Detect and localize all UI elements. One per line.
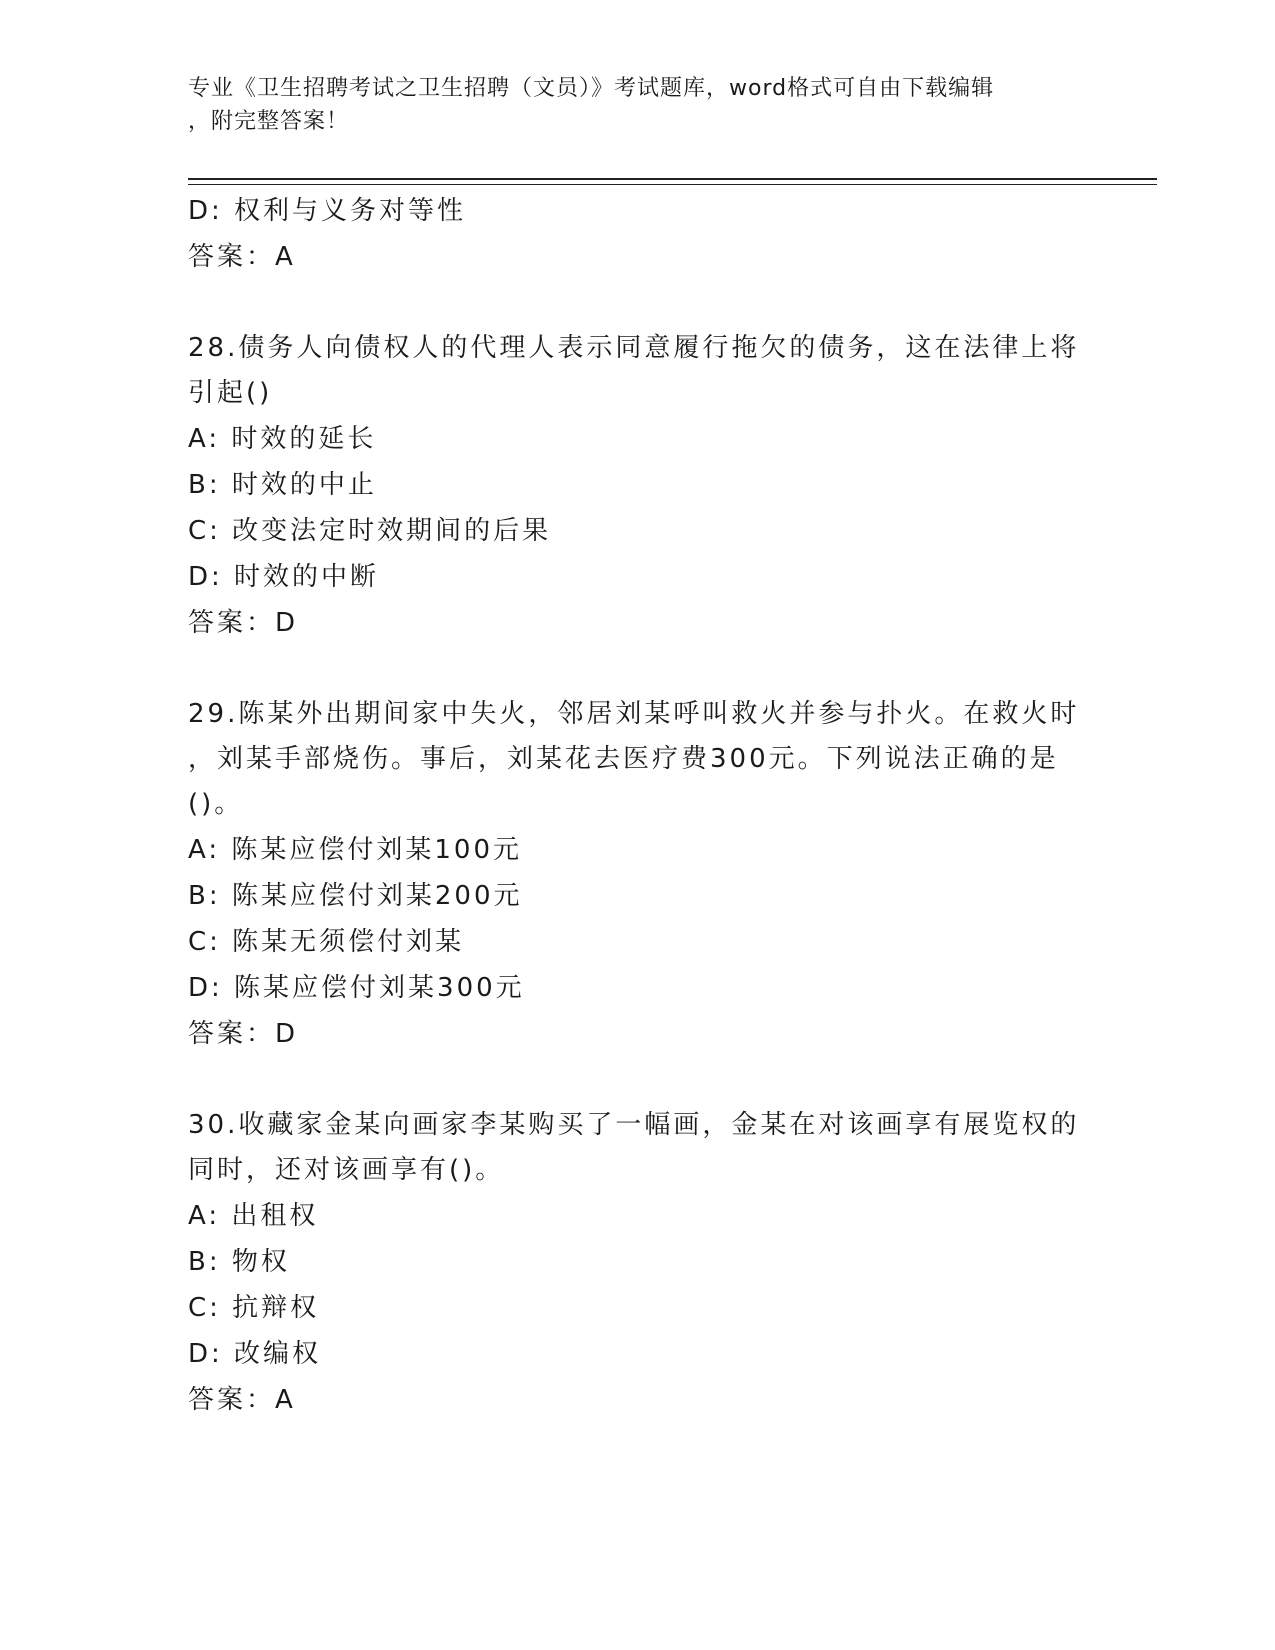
question-text-line: ()。 bbox=[188, 789, 244, 819]
header-title-line-1: 专业《卫生招聘考试之卫生招聘（文员）》考试题库，word格式可自由下载编辑 bbox=[188, 76, 995, 101]
option-d: D: 改编权 bbox=[188, 1339, 322, 1369]
question-text-line: ，刘某手部烧伤。事后，刘某花去医疗费300元。下列说法正确的是 bbox=[188, 744, 1059, 774]
option-c: C: 抗辩权 bbox=[188, 1293, 320, 1323]
header-rule-thin bbox=[188, 184, 1157, 185]
question-text bbox=[188, 326, 1088, 416]
question-text-line: 30.收藏家金某向画家李某购买了一幅画，金某在对该画享有展览权的 bbox=[188, 1110, 1080, 1140]
option-a: A: 陈某应偿付刘某100元 bbox=[188, 835, 522, 865]
option-a: A: 出租权 bbox=[188, 1201, 319, 1231]
question-text-line: 29.陈某外出期间家中失火，邻居刘某呼叫救火并参与扑火。在救火时 bbox=[188, 699, 1080, 729]
spacer bbox=[188, 646, 1088, 692]
answer-line: 答案：A bbox=[188, 1385, 296, 1415]
question-text bbox=[188, 1103, 1088, 1193]
page-header bbox=[188, 72, 1088, 138]
option-b: B: 时效的中止 bbox=[188, 470, 377, 500]
question-text-line: 28.债务人向债权人的代理人表示同意履行拖欠的债务，这在法律上将 bbox=[188, 333, 1080, 363]
previous-question-tail bbox=[188, 188, 1088, 280]
option-b: B: 物权 bbox=[188, 1247, 290, 1277]
question-text-line: 引起() bbox=[188, 378, 273, 408]
question-30 bbox=[188, 1103, 1088, 1423]
option-c: C: 陈某无须偿付刘某 bbox=[188, 927, 465, 957]
option-c: C: 改变法定时效期间的后果 bbox=[188, 516, 552, 546]
spacer bbox=[188, 280, 1088, 326]
header-title-line-2: ，附完整答案！ bbox=[188, 109, 350, 134]
option-d: D: 权利与义务对等性 bbox=[188, 196, 467, 226]
option-a: A: 时效的延长 bbox=[188, 424, 377, 454]
question-29 bbox=[188, 692, 1088, 1057]
question-text bbox=[188, 692, 1088, 827]
answer-line: 答案：A bbox=[188, 242, 296, 272]
spacer bbox=[188, 1057, 1088, 1103]
option-d: D: 时效的中断 bbox=[188, 562, 380, 592]
option-d: D: 陈某应偿付刘某300元 bbox=[188, 973, 525, 1003]
answer-line: 答案：D bbox=[188, 1019, 299, 1049]
question-text-line: 同时，还对该画享有()。 bbox=[188, 1155, 505, 1185]
question-28 bbox=[188, 326, 1088, 646]
answer-line: 答案：D bbox=[188, 608, 299, 638]
option-b: B: 陈某应偿付刘某200元 bbox=[188, 881, 523, 911]
question-list bbox=[188, 188, 1088, 1423]
header-rule-thick bbox=[188, 178, 1157, 180]
